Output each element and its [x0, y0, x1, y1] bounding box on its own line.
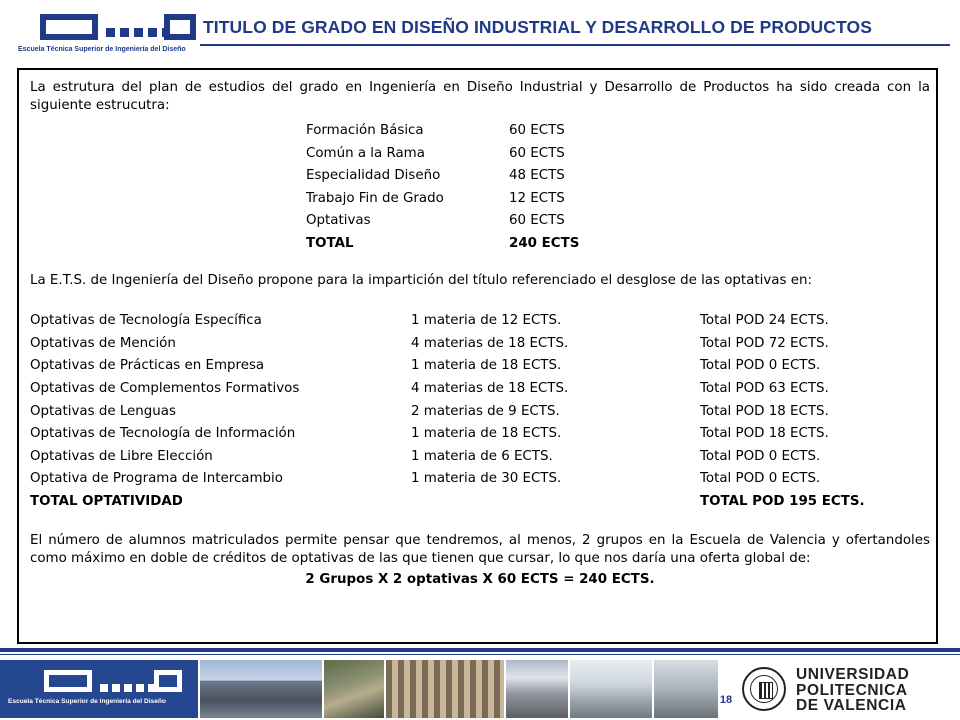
logo-caption: Escuela Técnica Superior de Ingeniería del Diseño — [18, 46, 186, 53]
optativa-row — [30, 378, 930, 401]
header-divider — [200, 44, 950, 46]
footer-rule — [0, 648, 960, 652]
intro-paragraph: La estrutura del plan de estudios del grado en Ingeniería en Diseño Industrial y Desarrollo de Productos ha sido creada con la siguiente estrucutra: — [30, 80, 930, 113]
formula-line: 2 Grupos X 2 optativas X 60 ECTS = 240 ECTS. — [305, 571, 655, 587]
optativa-row — [30, 401, 930, 424]
optativas-total-name: TOTAL OPTATIVIDAD — [30, 493, 183, 509]
university-line-3: DE VALENCIA — [796, 697, 907, 714]
optativas-total-row — [30, 491, 930, 514]
optativa-name: Optativas de Prácticas en Empresa — [30, 358, 265, 374]
optativas-table — [30, 310, 930, 513]
structure-row — [306, 188, 930, 211]
structure-name: Formación Básica — [306, 123, 424, 138]
structure-credits: 60 ECTS — [509, 123, 565, 138]
footer-logo-block-right — [154, 670, 182, 692]
optativa-name: Optativas de Tecnología de Información — [30, 426, 296, 442]
photo-building-facade — [386, 660, 504, 718]
footer-school-logo — [0, 660, 198, 718]
optativa-pod: Total POD 18 ECTS. — [700, 403, 829, 419]
optativa-name: Optativas de Mención — [30, 335, 176, 351]
structure-total-credits: 240 ECTS — [509, 235, 580, 251]
optativa-row — [30, 355, 930, 378]
structure-total-name: TOTAL — [306, 235, 354, 251]
page-header — [0, 0, 960, 62]
optativa-name: Optativas de Lenguas — [30, 403, 176, 419]
content-frame — [17, 68, 938, 644]
optativas-intro-paragraph: La E.T.S. de Ingeniería del Diseño propone para la impartición del título referenciado el desglose de las optativas en: — [30, 272, 812, 288]
optativa-materias: 2 materias de 9 ECTS. — [411, 403, 560, 419]
page-title: TITULO DE GRADO EN DISEÑO INDUSTRIAL Y DESARROLLO DE PRODUCTOS — [203, 17, 872, 37]
optativa-pod: Total POD 24 ECTS. — [700, 313, 829, 329]
page-number: 18 — [719, 694, 733, 706]
school-logo — [18, 10, 198, 58]
photo-lab — [654, 660, 718, 718]
structure-credits: 48 ECTS — [509, 168, 565, 184]
optativa-materias: 1 materia de 18 ECTS. — [411, 358, 562, 374]
optativa-materias: 4 materias de 18 ECTS. — [411, 335, 569, 351]
university-seal-icon — [742, 667, 786, 711]
groups-paragraph: El número de alumnos matriculados permite pensar que tendremos, al menos, 2 grupos en la Escuela de Valencia y ofertandoles como máximo en doble de créditos de optativas de las que tienen que cursar, lo que nos daría una oferta global de: — [30, 532, 930, 566]
optativa-pod: Total POD 0 ECTS. — [700, 448, 821, 464]
photo-building-corner — [506, 660, 568, 718]
optativa-name: Optativas de Libre Elección — [30, 448, 213, 464]
optativas-total-spacer — [411, 491, 700, 514]
logo-block-right — [164, 14, 196, 40]
structure-credits: 12 ECTS — [509, 190, 565, 206]
structure-table — [306, 120, 930, 256]
optativa-name: Optativa de Programa de Intercambio — [30, 471, 283, 487]
optativa-pod: Total POD 63 ECTS. — [700, 380, 829, 396]
university-line-1: UNIVERSIDAD — [796, 666, 910, 683]
photo-building-front — [200, 660, 322, 718]
university-name — [796, 667, 909, 714]
footer-logo-block-left — [44, 670, 92, 692]
footer-logo-dots — [100, 684, 156, 692]
optativa-name: Optativas de Complementos Formativos — [30, 380, 300, 396]
structure-name: Trabajo Fin de Grado — [306, 190, 444, 206]
optativa-row — [30, 446, 930, 469]
structure-name: Común a la Rama — [306, 145, 425, 161]
optativa-materias: 1 materia de 18 ECTS. — [411, 426, 562, 442]
optativa-pod: Total POD 0 ECTS. — [700, 471, 821, 487]
structure-name: Optativas — [306, 213, 371, 229]
university-line-2: POLITECNICA — [796, 681, 908, 699]
optativa-pod: Total POD 0 ECTS. — [700, 358, 821, 374]
footer-rule-thin — [0, 654, 960, 655]
footer-logo-caption: Escuela Técnica Superior de Ingeniería del Diseño — [8, 698, 166, 705]
optativa-materias: 4 materias de 18 ECTS. — [411, 380, 569, 396]
optativa-materias: 1 materia de 6 ECTS. — [411, 448, 553, 464]
page-footer — [0, 657, 960, 720]
logo-dots — [106, 28, 171, 37]
photo-bicycles — [324, 660, 384, 718]
structure-name: Especialidad Diseño — [306, 168, 441, 184]
optativa-pod: Total POD 18 ECTS. — [700, 426, 829, 442]
structure-row — [306, 143, 930, 166]
structure-row — [306, 120, 930, 143]
optativas-total-pod: TOTAL POD 195 ECTS. — [700, 493, 865, 509]
optativa-row — [30, 468, 930, 491]
optativa-row — [30, 310, 930, 333]
photo-classroom — [570, 660, 652, 718]
optativa-name: Optativas de Tecnología Específica — [30, 313, 262, 329]
structure-row — [306, 210, 930, 233]
optativa-pod: Total POD 72 ECTS. — [700, 335, 829, 351]
structure-row — [306, 165, 930, 188]
optativa-materias: 1 materia de 12 ECTS. — [411, 313, 562, 329]
structure-total-row — [306, 233, 930, 256]
logo-block-left — [40, 14, 98, 40]
optativa-row — [30, 333, 930, 356]
structure-credits: 60 ECTS — [509, 145, 565, 161]
optativa-materias: 1 materia de 30 ECTS. — [411, 471, 562, 487]
optativa-row — [30, 423, 930, 446]
structure-credits: 60 ECTS — [509, 213, 565, 229]
